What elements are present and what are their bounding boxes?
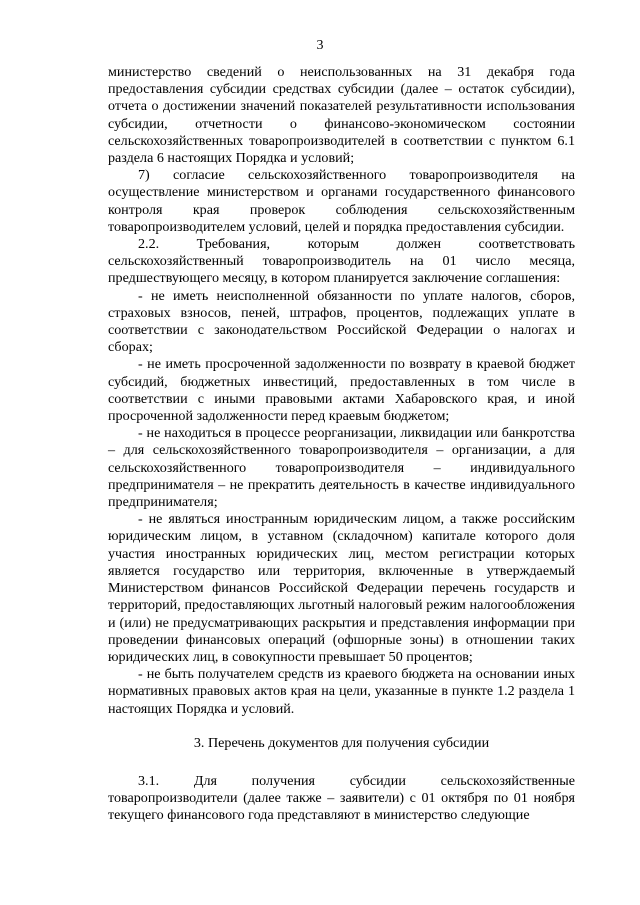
section-heading: 3. Перечень документов для получения субсидии bbox=[193, 734, 490, 751]
requirement-taxes: - не иметь неисполненной обязанности по уплате налогов, сборов, страховых взносов, пеней, штрафов, процентов, подлежащих уплате в соответствии с законодательством Российской Федерации о налогах и сборах; bbox=[108, 287, 575, 356]
page-content bbox=[108, 64, 575, 825]
requirement-reorganization: - не находиться в процессе реорганизации, ликвидации или банкротства – для сельскохозяйственного товаропроизводителя – организации, а для сельскохозяйственного товаропроизводителя – индивидуального предпринимателя – не прекратить деятельность в качестве индивидуального предпринимателя; bbox=[108, 425, 575, 511]
requirement-debt: - не иметь просроченной задолженности по возврату в краевой бюджет субсидий, бюджетных инвестиций, предоставленных в том числе в соответствии с иными правовыми актами Хабаровского края, и иной просроченной задолженности перед краевым бюджетом; bbox=[108, 356, 575, 425]
page-number: 3 bbox=[316, 38, 324, 53]
requirement-other-funds: - не быть получателем средств из краевого бюджета на основании иных нормативных правовых актов края на цели, указанные в пункте 1.2 раздела 1 настоящих Порядка и условий. bbox=[108, 666, 575, 717]
paragraph-3-1: 3.1. Для получения субсидии сельскохозяйственные товаропроизводители (далее также – заявители) с 01 октября по 01 ноября текущего финансового года представляют в министерство следующие bbox=[108, 772, 575, 824]
paragraph-2-2: 2.2. Требования, которым должен соответствовать сельскохозяйственный товаропроизводитель на 01 число месяца, предшествующего месяцу, в котором планируется заключение соглашения: bbox=[108, 236, 575, 287]
paragraph-item-7: 7) согласие сельскохозяйственного товаропроизводителя на осуществление министерством и органами государственного финансового контроля края проверок соблюдения сельскохозяйственным товаропроизводителем условий, целей и порядка предоставления субсидии. bbox=[108, 167, 575, 235]
paragraph-continuation: министерство сведений о неиспользованных на 31 декабря года предоставления субсидии средствах субсидии (далее – остаток субсидии), отчета о достижении значений показателей результативности использования субсидии, отчетности о финансово-экономическом состоянии сельскохозяйственных товаропроизводителей в соответствии с пунктом 6.1 раздела 6 настоящих Порядка и условий; bbox=[108, 64, 575, 167]
requirement-foreign-entity: - не являться иностранным юридическим лицом, а также российским юридическим лицом, в уставном (складочном) капитале которого доля участия иностранных юридических лиц, местом регистрации которых является государство или территория, включенные в утверждаемый Министерством финансов Российской Федерации перечень государств и территорий, предоставляющих льготный налоговый режим налогообложения и (или) не предусматривающих раскрытия и представления информации при проведении финансовых операций (офшорные зоны) в отношении таких юридических лиц, в совокупности превышает 50 процентов; bbox=[108, 511, 575, 665]
